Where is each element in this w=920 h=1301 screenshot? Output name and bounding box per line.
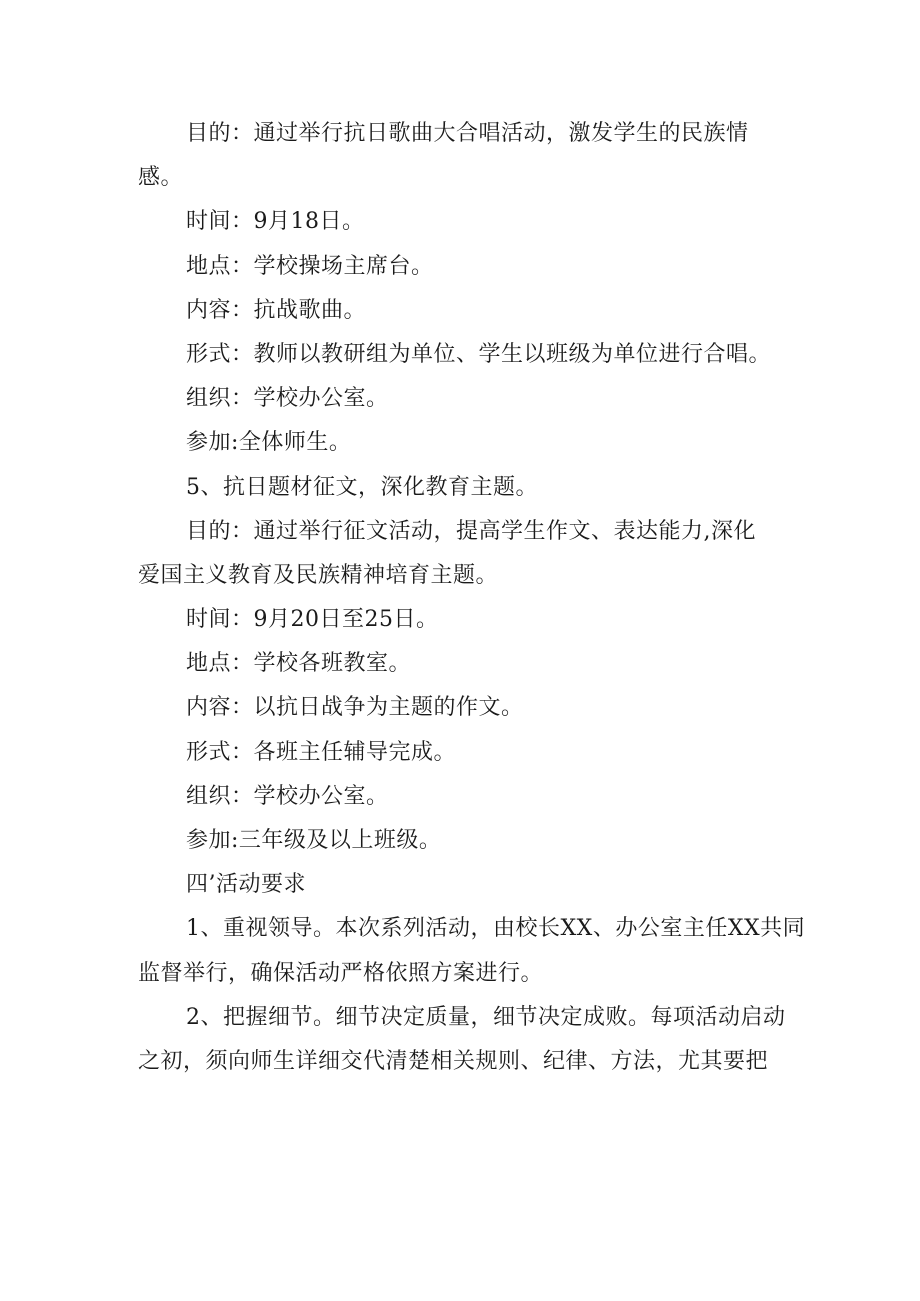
text-line: 地点：学校各班教室。 <box>186 651 412 677</box>
text-line: 2、把握细节。细节决定质量，细节决定成败。每项活动启动 <box>186 1004 786 1030</box>
text-line: 感。 <box>138 165 184 191</box>
text-line: 内容：抗战歌曲。 <box>186 297 367 323</box>
text-line: 形式：各班主任辅导完成。 <box>186 739 457 765</box>
text-line: 形式：教师以教研组为单位、学生以班级为单位进行合唱。 <box>186 341 772 367</box>
text-line: 组织：学校办公室。 <box>186 783 389 809</box>
text-line: 1、重视领导。本次系列活动，由校长XX、办公室主任XX共同 <box>186 916 806 942</box>
text-line: 时间：9月18日。 <box>186 209 365 235</box>
text-line: 时间：9月20日至25日。 <box>186 607 439 633</box>
text-line: 参加:三年级及以上班级。 <box>186 828 442 853</box>
text-line: 组织：学校办公室。 <box>186 386 389 412</box>
text-line: 目的：通过举行抗日歌曲大合唱活动，激发学生的民族情 <box>186 121 749 146</box>
text-line: 目的：通过举行征文活动，提高学生作文、表达能力,深化 <box>186 518 756 544</box>
document-body <box>138 112 806 1084</box>
text-line: 爱国主义教育及民族精神培育主题。 <box>138 562 499 588</box>
section-heading: 5、抗日题材征文，深化教育主题。 <box>186 474 538 500</box>
text-line: 监督举行，确保活动严格依照方案进行。 <box>138 960 544 986</box>
section-heading: 四’活动要求 <box>186 872 306 898</box>
text-line: 内容：以抗日战争为主题的作文。 <box>186 695 524 721</box>
text-line: 地点：学校操场主席台。 <box>186 253 434 279</box>
text-line: 参加:全体师生。 <box>186 430 352 456</box>
text-line: 之初，须向师生详细交代清楚相关规则、纪律、方法，尤其要把 <box>138 1048 769 1074</box>
